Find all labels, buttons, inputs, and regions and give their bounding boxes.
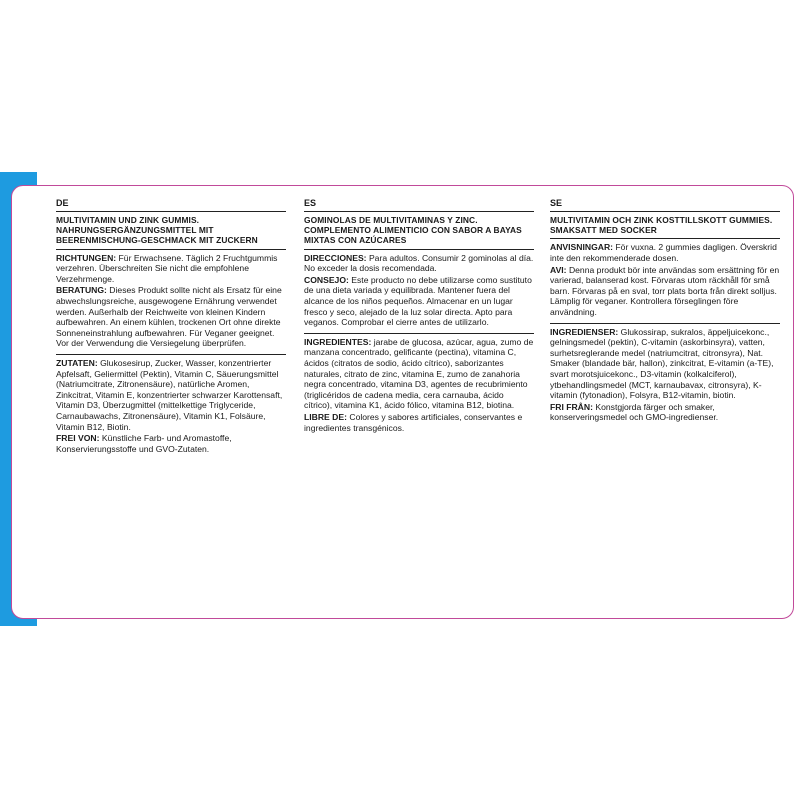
language-code: DE <box>56 198 286 212</box>
directions-text: Für Erwachsene. Täglich 2 Fruchtgummis verzehren. Überschreiten Sie nicht die empfohlene Verzehrmenge. <box>56 252 278 284</box>
advice-label: AVI: <box>550 264 567 275</box>
free-from-paragraph <box>304 412 534 433</box>
directions-text: Para adultos. Consumir 2 gominolas al día. No exceder la dosis recomendada. <box>304 252 534 274</box>
free-from-label: FREI VON: <box>56 433 100 444</box>
advice-text: Dieses Produkt sollte nicht als Ersatz für eine abwechslungsreiche, ausgewogene Ernährung verwendet werden. Außerhalb der Reichweite von kleinen Kindern aufbewahren. An einem kühlen, trockenen Ort ohne direkte Sonneneinstrahlung aufbewahren. Für Veganer geeignet. Vor der Verwendung die Versiegelung überprüfen. <box>56 285 282 349</box>
advice-paragraph <box>550 265 780 318</box>
ingredients-paragraph <box>550 327 780 401</box>
column-se <box>550 198 780 431</box>
advice-label: CONSEJO: <box>304 274 349 285</box>
directions-text: För vuxna. 2 gummies dagligen. Överskrid inte den rekommenderade dosen. <box>550 242 777 263</box>
advice-text: Este producto no debe utilizarse como sustituto de una dieta variada y equilibrada. Mantener fuera del alcance de los niños pequeños. Almacenar en un lugar fresco y seco, alejado de la luz solar directa. Apto para veganos. Comprobar el cierre antes de utilizarlo. <box>304 274 532 328</box>
language-code: ES <box>304 198 534 212</box>
free-from-text: Konstgjorda färger och smaker, konserveringsmedel och GMO-ingredienser. <box>550 401 719 423</box>
product-title: MULTIVITAMIN OCH ZINK KOSTTILLSKOTT GUMMIES. SMAKSATT MED SOCKER <box>550 215 780 239</box>
ingredients-text: jarabe de glucosa, azúcar, agua, zumo de manzana concentrado, gelificante (pectina), vitamina C, ácidos (citratos de sodio, ácido cítrico), saborizantes naturales, citrato de zinc, vitamina E, zumo de zanahoria negra concentrado, vitamina D3, agentes de recubrimiento (triglicéridos de cadena media, cera carnauba, ácido cítrico), vitamina K1, ácido fólico, vitamina B12, biotina. <box>304 336 534 411</box>
composition-section <box>56 358 286 459</box>
language-code: SE <box>550 198 780 212</box>
column-es <box>304 198 534 441</box>
advice-paragraph <box>304 275 534 328</box>
free-from-label: FRI FRÅN: <box>550 401 593 412</box>
ingredients-label: INGREDIENSER: <box>550 326 619 337</box>
directions-label: DIRECCIONES: <box>304 252 367 263</box>
directions-paragraph <box>304 253 534 274</box>
composition-section <box>304 337 534 438</box>
directions-paragraph <box>550 242 780 263</box>
ingredients-paragraph <box>304 337 534 411</box>
directions-label: RICHTUNGEN: <box>56 252 117 263</box>
ingredients-label: ZUTATEN: <box>56 357 98 368</box>
free-from-label: LIBRE DE: <box>304 411 347 422</box>
free-from-paragraph <box>56 433 286 454</box>
advice-text: Denna produkt bör inte användas som ersättning för en varierad, balanserad kost. Förvaras utom räckhåll för små barn. Förvaras på en sval, torr plats borta från direkt solljus. Lämplig för veganer. Kontrollera förseglingen före användning. <box>550 264 780 317</box>
ingredients-label: INGREDIENTES: <box>304 336 372 347</box>
ingredients-paragraph <box>56 358 286 432</box>
directions-paragraph <box>56 253 286 285</box>
ingredients-text: Glukossirap, sukralos, äppeljuicekonc., gelningsmedel (pektin), C-vitamin (askorbinsyra), vatten, surhetsreglerande medel (natriumcitrat, citronsyra), Nat. Smaker (blandade bär, hallon), zinkcitrat, E-vitamin (a-TE), svart morotsjuicekonc., D3-vitamin (kolkalciferol), ytbehandlingsmedel (MCT, karnaubavax, citronsyra), K-vitamin (fytonadion), Folsyra, B12-vitamin, biotin. <box>550 326 774 401</box>
free-from-text: Colores y sabores artificiales, conservantes e ingredientes transgénicos. <box>304 411 523 433</box>
product-title: GOMINOLAS DE MULTIVITAMINAS Y ZINC. COMPLEMENTO ALIMENTICIO CON SABOR A BAYAS MIXTAS CON AZÚCARES <box>304 215 534 250</box>
product-title: MULTIVITAMIN UND ZINK GUMMIS. NAHRUNGSERGÄNZUNGSMITTEL MIT BEERENMISCHUNG-GESCHMACK MIT ZUCKERN <box>56 215 286 250</box>
advice-paragraph <box>56 285 286 349</box>
free-from-paragraph <box>550 402 780 423</box>
usage-section <box>304 253 534 334</box>
usage-section <box>56 253 286 355</box>
advice-label: BERATUNG: <box>56 285 107 296</box>
usage-section <box>550 242 780 323</box>
ingredients-text: Glukosesirup, Zucker, Wasser, konzentrierter Apfelsaft, Geliermittel (Pektin), Vitamin C, Säuerungsmittel (Natriumcitrate, Zitronensäure), natürliche Aromen, Zinkcitrat, Vitamin E, konzentrierter schwarzer Karottensaft, Vitamin D3, Überzugmittel (mittelkettige Triglyceride, Carnaubawachs, Zitronensäure), Vitamin K1, Folsäure, Vitamin B12, Biotin. <box>56 357 283 432</box>
column-de <box>56 198 286 462</box>
composition-section <box>550 327 780 428</box>
directions-label: ANVISNINGAR: <box>550 242 614 253</box>
free-from-text: Künstliche Farb- und Aromastoffe, Konservierungsstoffe und GVO-Zutaten. <box>56 433 232 454</box>
